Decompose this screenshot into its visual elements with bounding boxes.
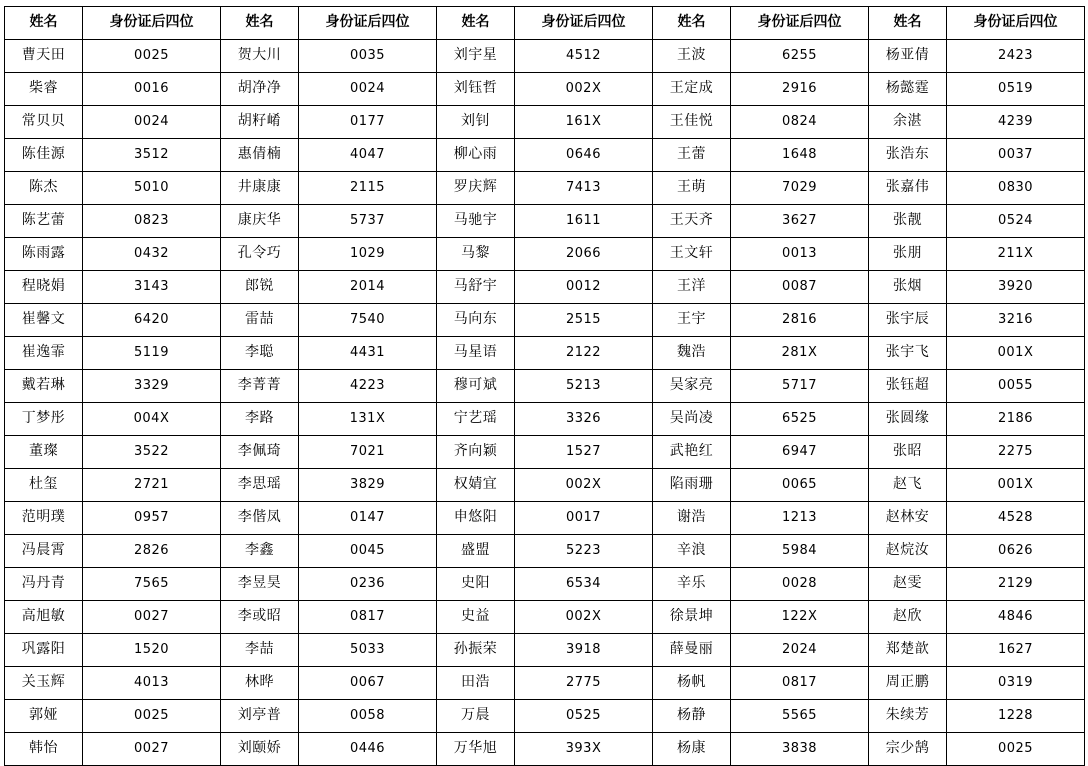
cell-id-last4: 0035 [299,40,437,73]
cell-id-last4: 5737 [299,205,437,238]
cell-id-last4: 3512 [83,139,221,172]
cell-id-last4: 0524 [947,205,1085,238]
cell-name: 齐向颖 [437,436,515,469]
cell-name: 宗少鹄 [869,733,947,766]
cell-id-last4: 2916 [731,73,869,106]
cell-id-last4: 4047 [299,139,437,172]
cell-name: 张宇辰 [869,304,947,337]
cell-name: 王蕾 [653,139,731,172]
cell-name: 李或昭 [221,601,299,634]
table-row [5,436,1085,469]
cell-name: 孙振荣 [437,634,515,667]
cell-name: 刘颐娇 [221,733,299,766]
cell-id-last4: 122X [731,601,869,634]
cell-name: 常贝贝 [5,106,83,139]
header-id-last4-5: 身份证后四位 [947,7,1085,40]
cell-id-last4: 6947 [731,436,869,469]
cell-name: 杨帆 [653,667,731,700]
cell-id-last4: 5565 [731,700,869,733]
table-row [5,403,1085,436]
cell-name: 宁艺瑶 [437,403,515,436]
cell-name: 赵雯 [869,568,947,601]
cell-name: 马星语 [437,337,515,370]
cell-name: 王佳悦 [653,106,731,139]
cell-id-last4: 0817 [731,667,869,700]
cell-id-last4: 1611 [515,205,653,238]
cell-name: 崔馨文 [5,304,83,337]
cell-name: 王波 [653,40,731,73]
cell-id-last4: 0045 [299,535,437,568]
cell-name: 陈雨露 [5,238,83,271]
cell-id-last4: 2721 [83,469,221,502]
cell-name: 赵欣 [869,601,947,634]
cell-id-last4: 001X [947,337,1085,370]
cell-name: 丁梦彤 [5,403,83,436]
cell-id-last4: 2014 [299,271,437,304]
cell-name: 胡净净 [221,73,299,106]
cell-name: 陈佳源 [5,139,83,172]
cell-name: 张朋 [869,238,947,271]
cell-name: 辛浪 [653,535,731,568]
cell-id-last4: 0432 [83,238,221,271]
cell-name: 武艳红 [653,436,731,469]
cell-name: 关玉辉 [5,667,83,700]
cell-id-last4: 1648 [731,139,869,172]
cell-id-last4: 0028 [731,568,869,601]
cell-id-last4: 3838 [731,733,869,766]
cell-id-last4: 1228 [947,700,1085,733]
cell-id-last4: 1527 [515,436,653,469]
cell-id-last4: 5213 [515,370,653,403]
cell-name: 薛曼丽 [653,634,731,667]
cell-name: 王萌 [653,172,731,205]
cell-id-last4: 2816 [731,304,869,337]
cell-name: 王天齐 [653,205,731,238]
cell-id-last4: 0177 [299,106,437,139]
cell-name: 张宇飞 [869,337,947,370]
cell-name: 陈杰 [5,172,83,205]
cell-name: 张圆缘 [869,403,947,436]
cell-name: 郭娅 [5,700,83,733]
cell-name: 李喆 [221,634,299,667]
table-row [5,535,1085,568]
cell-name: 李鑫 [221,535,299,568]
cell-name: 史益 [437,601,515,634]
cell-id-last4: 6534 [515,568,653,601]
cell-name: 朱续芳 [869,700,947,733]
cell-id-last4: 0024 [299,73,437,106]
cell-id-last4: 3920 [947,271,1085,304]
cell-id-last4: 0824 [731,106,869,139]
cell-name: 盛盟 [437,535,515,568]
table-row [5,733,1085,766]
cell-id-last4: 5119 [83,337,221,370]
cell-id-last4: 0027 [83,601,221,634]
cell-id-last4: 3522 [83,436,221,469]
table-row [5,502,1085,535]
cell-name: 魏浩 [653,337,731,370]
cell-id-last4: 3918 [515,634,653,667]
cell-name: 李偕凤 [221,502,299,535]
table-row [5,370,1085,403]
cell-id-last4: 1029 [299,238,437,271]
table-row [5,205,1085,238]
table-row [5,634,1085,667]
cell-name: 徐景坤 [653,601,731,634]
cell-name: 史阳 [437,568,515,601]
cell-id-last4: 2775 [515,667,653,700]
cell-id-last4: 1627 [947,634,1085,667]
cell-id-last4: 2115 [299,172,437,205]
table-row [5,40,1085,73]
cell-name: 惠倩楠 [221,139,299,172]
cell-id-last4: 001X [947,469,1085,502]
cell-id-last4: 131X [299,403,437,436]
table-row [5,337,1085,370]
cell-name: 戴若琳 [5,370,83,403]
cell-name: 万华旭 [437,733,515,766]
table-row [5,469,1085,502]
cell-name: 张嘉伟 [869,172,947,205]
cell-name: 张浩东 [869,139,947,172]
cell-id-last4: 0823 [83,205,221,238]
cell-id-last4: 4512 [515,40,653,73]
header-name-2: 姓名 [221,7,299,40]
cell-name: 刘钰哲 [437,73,515,106]
cell-name: 李昱昊 [221,568,299,601]
table-row [5,667,1085,700]
table-row [5,700,1085,733]
cell-name: 冯丹青 [5,568,83,601]
cell-name: 吴家亮 [653,370,731,403]
cell-name: 谢浩 [653,502,731,535]
table-row [5,172,1085,205]
header-name-1: 姓名 [5,7,83,40]
cell-id-last4: 0025 [947,733,1085,766]
cell-id-last4: 0025 [83,40,221,73]
cell-id-last4: 5033 [299,634,437,667]
cell-name: 万晨 [437,700,515,733]
table-row [5,139,1085,172]
cell-name: 王定成 [653,73,731,106]
cell-name: 曹天田 [5,40,83,73]
cell-id-last4: 161X [515,106,653,139]
cell-name: 贺大川 [221,40,299,73]
cell-id-last4: 0067 [299,667,437,700]
table-row [5,601,1085,634]
table-row [5,73,1085,106]
cell-id-last4: 2826 [83,535,221,568]
cell-name: 杨亚倩 [869,40,947,73]
cell-id-last4: 0013 [731,238,869,271]
cell-id-last4: 2515 [515,304,653,337]
cell-id-last4: 0055 [947,370,1085,403]
cell-name: 胡籽崤 [221,106,299,139]
cell-id-last4: 004X [83,403,221,436]
cell-id-last4: 0087 [731,271,869,304]
cell-id-last4: 7021 [299,436,437,469]
cell-id-last4: 3829 [299,469,437,502]
cell-id-last4: 6420 [83,304,221,337]
cell-name: 董璨 [5,436,83,469]
cell-name: 张靓 [869,205,947,238]
cell-id-last4: 7029 [731,172,869,205]
cell-id-last4: 6525 [731,403,869,436]
cell-id-last4: 0012 [515,271,653,304]
cell-id-last4: 0626 [947,535,1085,568]
cell-name: 杨康 [653,733,731,766]
cell-name: 王文轩 [653,238,731,271]
cell-id-last4: 7540 [299,304,437,337]
cell-id-last4: 0024 [83,106,221,139]
cell-id-last4: 0519 [947,73,1085,106]
cell-id-last4: 2122 [515,337,653,370]
cell-name: 李佩琦 [221,436,299,469]
cell-name: 崔逸霏 [5,337,83,370]
cell-id-last4: 0817 [299,601,437,634]
cell-name: 刘亭普 [221,700,299,733]
cell-id-last4: 2129 [947,568,1085,601]
cell-id-last4: 211X [947,238,1085,271]
cell-name: 康庆华 [221,205,299,238]
cell-name: 杜玺 [5,469,83,502]
cell-id-last4: 5010 [83,172,221,205]
roster-table-body [5,40,1085,766]
cell-name: 赵林安 [869,502,947,535]
cell-id-last4: 0065 [731,469,869,502]
cell-id-last4: 1520 [83,634,221,667]
cell-name: 陷雨珊 [653,469,731,502]
cell-id-last4: 0017 [515,502,653,535]
roster-table [4,6,1085,766]
cell-id-last4: 3143 [83,271,221,304]
cell-id-last4: 4013 [83,667,221,700]
cell-name: 余湛 [869,106,947,139]
cell-name: 吴尚凌 [653,403,731,436]
cell-name: 刘钊 [437,106,515,139]
cell-name: 柳心雨 [437,139,515,172]
cell-name: 张烟 [869,271,947,304]
cell-name: 李思瑶 [221,469,299,502]
cell-id-last4: 0830 [947,172,1085,205]
cell-id-last4: 0147 [299,502,437,535]
cell-name: 李聪 [221,337,299,370]
cell-name: 冯晨霄 [5,535,83,568]
cell-name: 韩怡 [5,733,83,766]
cell-name: 郎锐 [221,271,299,304]
cell-name: 柴睿 [5,73,83,106]
cell-id-last4: 0236 [299,568,437,601]
cell-name: 杨静 [653,700,731,733]
cell-name: 张昭 [869,436,947,469]
header-name-5: 姓名 [869,7,947,40]
cell-id-last4: 7413 [515,172,653,205]
cell-id-last4: 3627 [731,205,869,238]
cell-name: 周正鹏 [869,667,947,700]
cell-name: 杨懿霆 [869,73,947,106]
header-name-4: 姓名 [653,7,731,40]
cell-name: 孔令巧 [221,238,299,271]
cell-id-last4: 393X [515,733,653,766]
cell-id-last4: 2423 [947,40,1085,73]
cell-name: 马向东 [437,304,515,337]
cell-id-last4: 0646 [515,139,653,172]
cell-id-last4: 5984 [731,535,869,568]
cell-name: 郑楚歆 [869,634,947,667]
cell-name: 巩露阳 [5,634,83,667]
cell-name: 林晔 [221,667,299,700]
cell-id-last4: 0525 [515,700,653,733]
cell-id-last4: 0037 [947,139,1085,172]
cell-id-last4: 0027 [83,733,221,766]
cell-name: 申悠阳 [437,502,515,535]
cell-name: 马黎 [437,238,515,271]
table-row [5,304,1085,337]
header-name-3: 姓名 [437,7,515,40]
cell-id-last4: 4223 [299,370,437,403]
cell-id-last4: 4528 [947,502,1085,535]
cell-id-last4: 6255 [731,40,869,73]
cell-id-last4: 0319 [947,667,1085,700]
cell-id-last4: 5717 [731,370,869,403]
header-id-last4-2: 身份证后四位 [299,7,437,40]
cell-name: 李菁菁 [221,370,299,403]
cell-id-last4: 0957 [83,502,221,535]
cell-id-last4: 0446 [299,733,437,766]
cell-id-last4: 2186 [947,403,1085,436]
cell-name: 刘宇星 [437,40,515,73]
cell-name: 赵烷汝 [869,535,947,568]
cell-id-last4: 4239 [947,106,1085,139]
cell-id-last4: 3329 [83,370,221,403]
cell-id-last4: 0058 [299,700,437,733]
cell-id-last4: 2066 [515,238,653,271]
cell-name: 权婧宜 [437,469,515,502]
cell-name: 陈艺蕾 [5,205,83,238]
cell-name: 穆可斌 [437,370,515,403]
cell-name: 赵飞 [869,469,947,502]
cell-id-last4: 0025 [83,700,221,733]
cell-name: 马舒宇 [437,271,515,304]
cell-id-last4: 4431 [299,337,437,370]
cell-id-last4: 002X [515,601,653,634]
cell-name: 范明璞 [5,502,83,535]
header-id-last4-4: 身份证后四位 [731,7,869,40]
cell-name: 罗庆辉 [437,172,515,205]
cell-name: 程晓娟 [5,271,83,304]
cell-name: 田浩 [437,667,515,700]
cell-name: 井康康 [221,172,299,205]
cell-name: 马驰宇 [437,205,515,238]
table-row [5,271,1085,304]
cell-name: 张钰超 [869,370,947,403]
cell-id-last4: 002X [515,73,653,106]
cell-name: 王宇 [653,304,731,337]
cell-id-last4: 002X [515,469,653,502]
table-row [5,238,1085,271]
cell-name: 辛乐 [653,568,731,601]
cell-id-last4: 4846 [947,601,1085,634]
roster-table-head [5,7,1085,40]
header-row [5,7,1085,40]
cell-id-last4: 7565 [83,568,221,601]
cell-name: 王洋 [653,271,731,304]
cell-id-last4: 5223 [515,535,653,568]
header-id-last4-3: 身份证后四位 [515,7,653,40]
cell-name: 李路 [221,403,299,436]
cell-id-last4: 2024 [731,634,869,667]
table-row [5,568,1085,601]
table-row [5,106,1085,139]
cell-id-last4: 2275 [947,436,1085,469]
cell-id-last4: 3326 [515,403,653,436]
cell-id-last4: 0016 [83,73,221,106]
cell-id-last4: 1213 [731,502,869,535]
cell-name: 雷喆 [221,304,299,337]
header-id-last4-1: 身份证后四位 [83,7,221,40]
cell-name: 高旭敏 [5,601,83,634]
cell-id-last4: 281X [731,337,869,370]
cell-id-last4: 3216 [947,304,1085,337]
